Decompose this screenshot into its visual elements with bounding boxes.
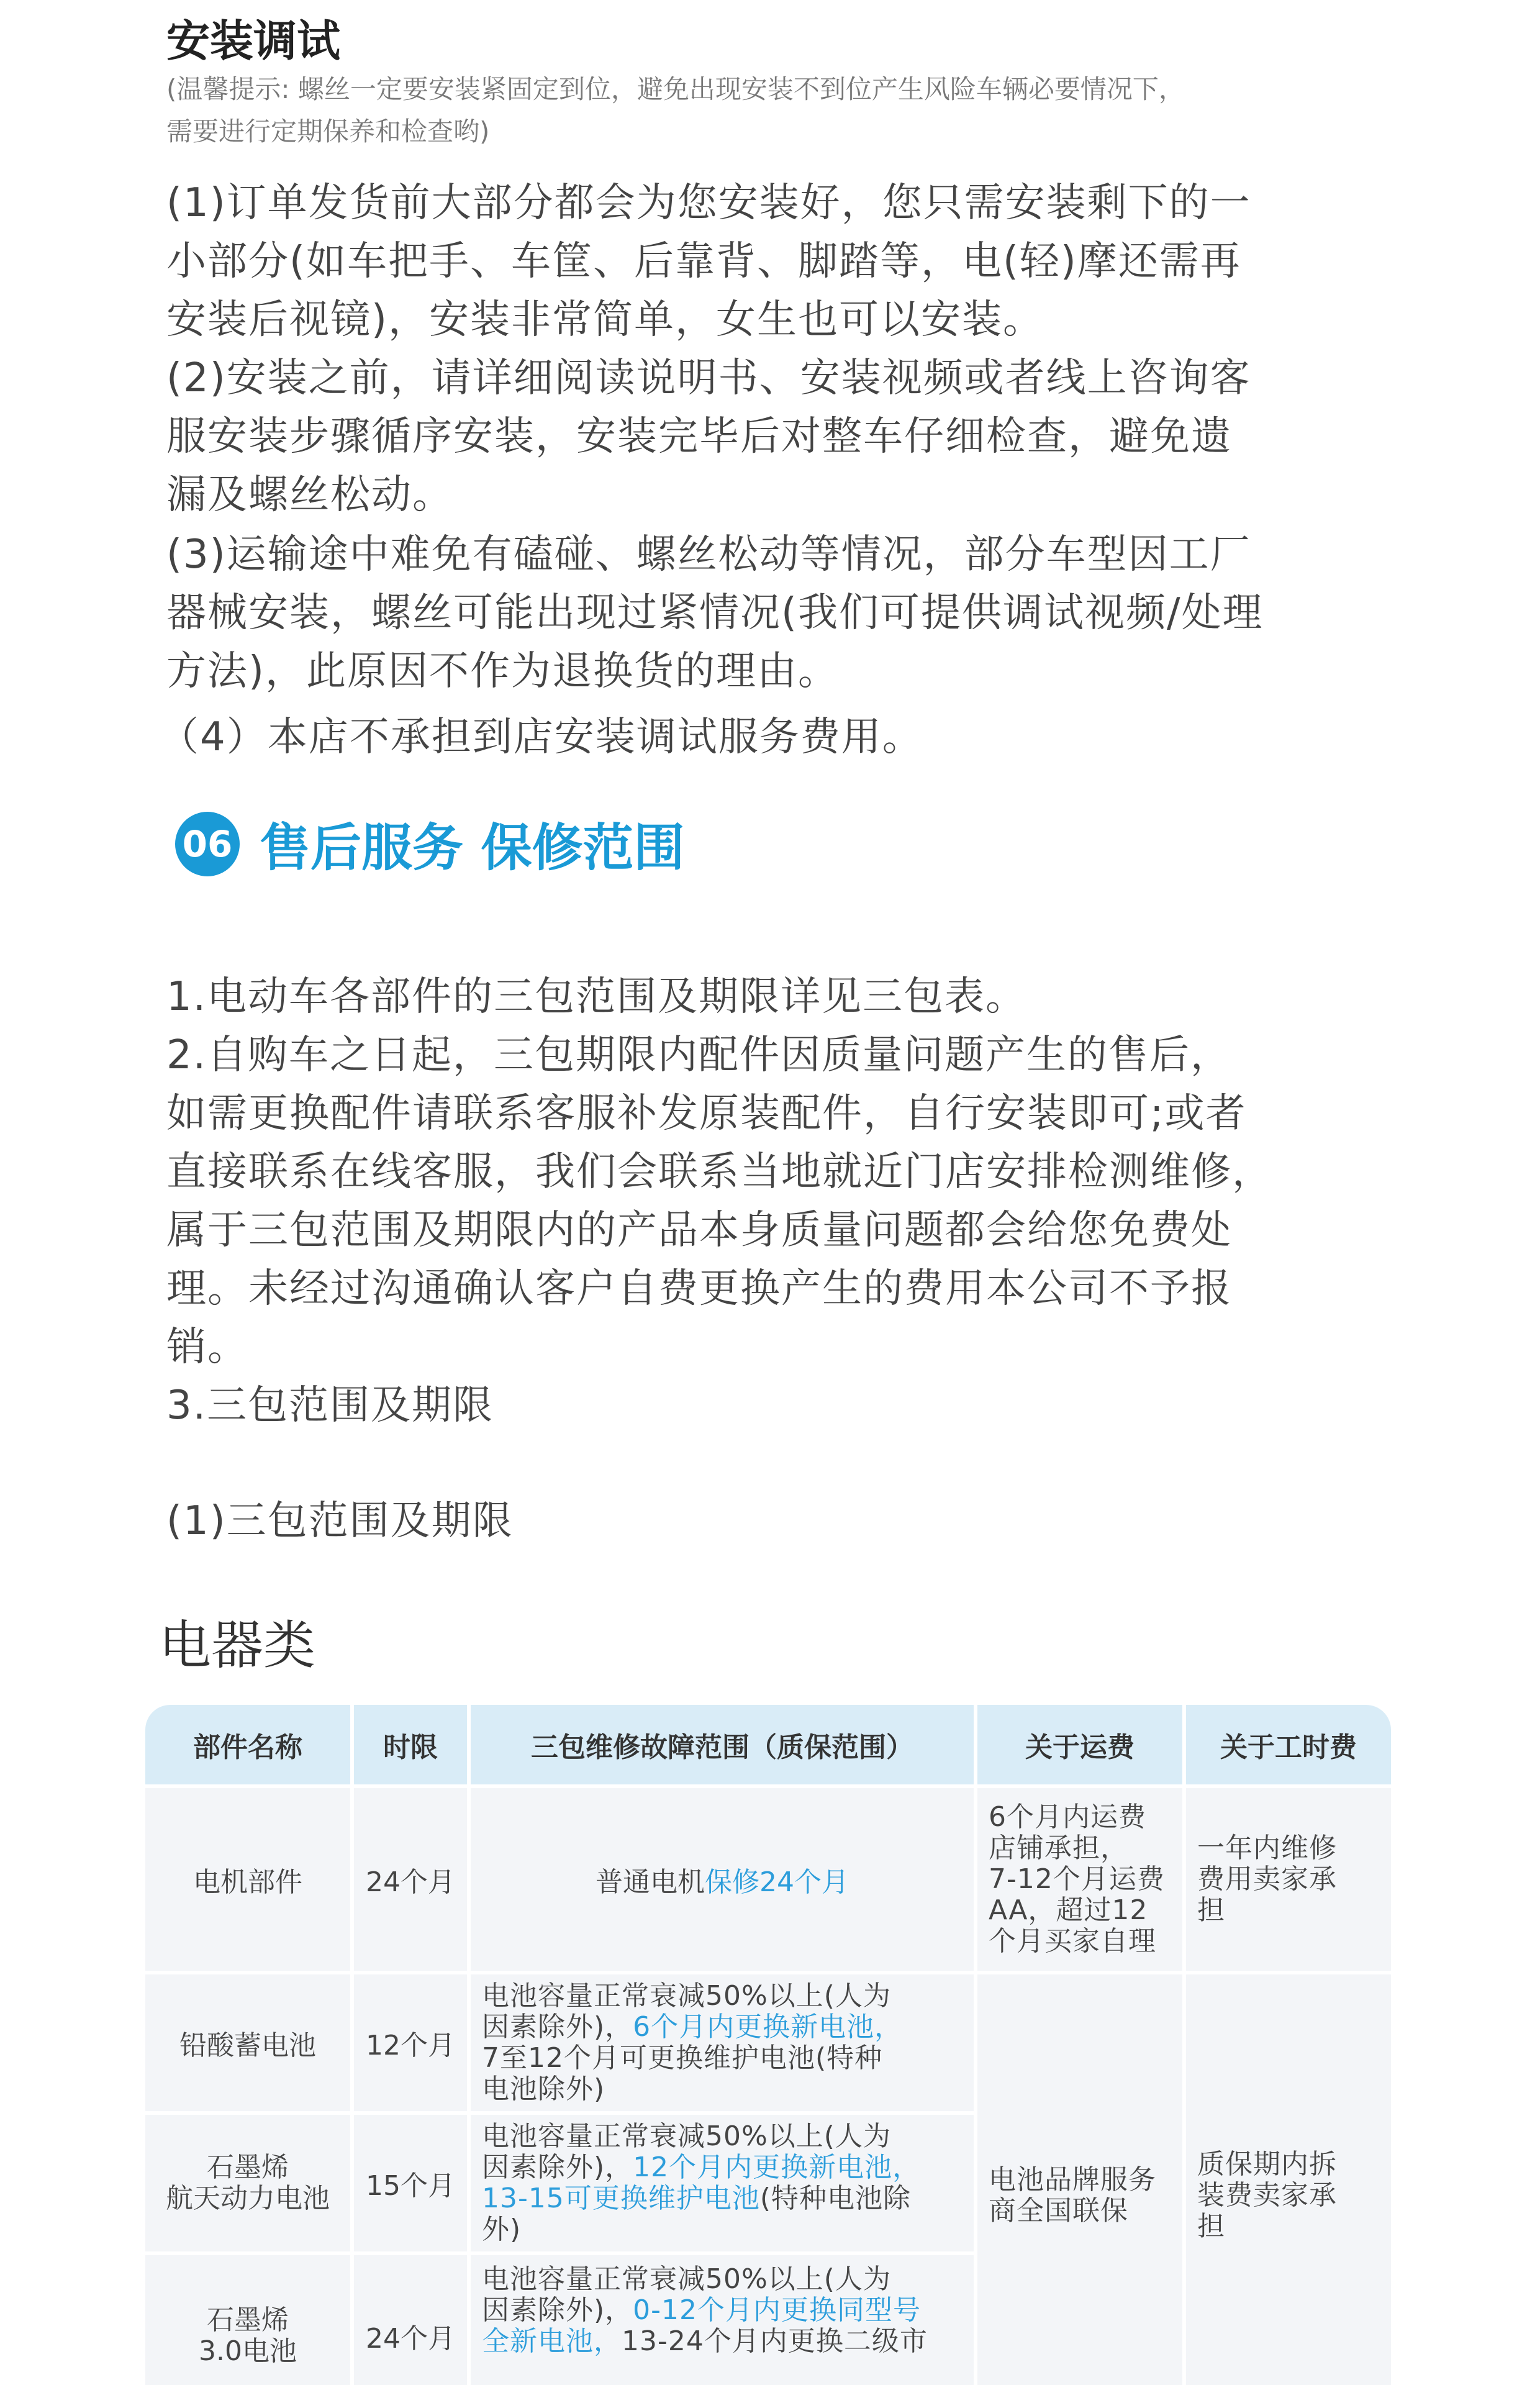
scope-highlight: 0-12个月内更换同型号: [633, 2294, 922, 2326]
battery-labor-cell: [1186, 1974, 1391, 2385]
text-line: 电池容量正常衰减50%以上(人为: [482, 1980, 891, 2012]
text-line: 安装后视镜)，安装非常简单，女生也可以安装。: [166, 297, 1044, 343]
row-motor-scope: [471, 1788, 974, 1971]
text-line: 电池容量正常衰减50%以上(人为: [482, 2120, 891, 2152]
text-span: 13-24个月内更换二级市: [622, 2325, 928, 2357]
scope-highlight: 12个月内更换新电池，: [633, 2151, 921, 2183]
install-tip: [166, 68, 1371, 153]
text-line: 电池除外): [482, 2073, 605, 2105]
warranty-text: [166, 968, 1377, 1435]
text-line: 直接联系在线客服，我们会联系当地就近门店安排检测维修，: [166, 1149, 1273, 1195]
row-motor-shipping: [977, 1788, 1182, 1971]
text-line: 7-12个月运费: [989, 1863, 1165, 1895]
row-graphene3-scope: [471, 2255, 974, 2385]
text-line: 方法)，此原因不作为退换货的理由。: [166, 648, 839, 694]
text-line: 电池品牌服务: [989, 2164, 1156, 2196]
text-line: 器械安装，螺丝可能出现过紧情况(我们可提供调试视频/处理: [166, 590, 1264, 636]
section-heading: [175, 807, 685, 880]
text-line: 销。: [166, 1324, 248, 1370]
section-number-badge: 06: [175, 812, 240, 876]
row-graphene-aero-scope: [471, 2115, 974, 2251]
row-leadacid-period: 12个月: [354, 1974, 467, 2111]
text-line: (2)安装之前，请详细阅读说明书、安装视频或者线上咨询客: [166, 355, 1251, 401]
text-line: 质保期内拆: [1197, 2148, 1337, 2180]
row-motor-name: 电机部件: [145, 1788, 350, 1971]
text-line: 店铺承担，: [989, 1832, 1128, 1864]
text-span: 因素除外)，: [482, 2294, 633, 2326]
row-graphene-aero-period: 15个月: [354, 2115, 467, 2251]
text-line: 6个月内运费: [989, 1801, 1146, 1833]
warranty-table: [145, 1705, 1391, 2385]
install-title: 安装调试: [166, 16, 340, 66]
text-line: 商全国联保: [989, 2195, 1128, 2227]
install-paragraph-4: （4）本店不承担到店安装调试服务费用。: [159, 714, 923, 760]
section-title: 售后服务 保修范围: [260, 819, 685, 878]
text-line: 理。未经过沟通确认客户自费更换产生的费用本公司不予报: [166, 1266, 1232, 1312]
install-paragraph-3: [166, 525, 1377, 701]
warranty-subheading: (1)三包范围及期限: [166, 1498, 514, 1544]
scope-highlight: 13-15可更换维护电池: [482, 2183, 760, 2214]
tip-line: 需要进行定期保养和检查哟): [166, 116, 490, 147]
battery-shipping-cell: [977, 1974, 1182, 2385]
text-line: 担: [1197, 1894, 1225, 1926]
tip-line: (温馨提示: 螺丝一定要安装紧固定到位，避免出现安装不到位产生风险车辆必要情况下，: [166, 74, 1185, 104]
text-span: 因素除外)，: [482, 2011, 633, 2043]
header-labor: 关于工时费: [1186, 1705, 1391, 1784]
text-line: 费用卖家承: [1197, 1863, 1337, 1895]
header-part-name: 部件名称: [145, 1705, 350, 1784]
text-line: 航天动力电池: [166, 2183, 330, 2214]
text-line: (3)运输途中难免有磕碰、螺丝松动等情况，部分车型因工厂: [166, 532, 1251, 578]
text-line: AA，超过12: [989, 1894, 1148, 1926]
text-line: 3.0电池: [199, 2335, 297, 2367]
row-motor-labor: [1186, 1788, 1391, 1971]
row-leadacid-name: 铅酸蓄电池: [145, 1974, 350, 2111]
row-graphene3-period: 24个月: [354, 2255, 467, 2385]
install-paragraph-1: [166, 174, 1377, 349]
text-line: 7至12个月可更换维护电池(特种: [482, 2042, 883, 2074]
table-header: [145, 1705, 1391, 1784]
header-shipping: 关于运费: [977, 1705, 1182, 1784]
header-period: 时限: [354, 1705, 467, 1784]
text-line: 3.三包范围及期限: [166, 1383, 494, 1429]
scope-text: 普通电机: [596, 1866, 705, 1898]
text-span: (特种电池除: [759, 2183, 912, 2214]
install-paragraph-2: [166, 349, 1377, 524]
row-graphene-aero-name: [145, 2115, 350, 2251]
text-line: 漏及螺丝松动。: [166, 472, 453, 518]
text-line: 如需更换配件请联系客服补发原装配件，自行安装即可;或者: [166, 1091, 1247, 1137]
text-line: 小部分(如车把手、车筐、后靠背、脚踏等，电(轻)摩还需再: [166, 238, 1241, 284]
text-line: 担: [1197, 2210, 1225, 2242]
text-line: 服安装步骤循序安装，安装完毕后对整车仔细检查，避免遗: [166, 414, 1232, 460]
text-line: 1.电动车各部件的三包范围及期限详见三包表。: [166, 974, 1027, 1020]
scope-highlight: 6个月内更换新电池，: [633, 2011, 903, 2043]
row-leadacid-scope: [471, 1974, 974, 2111]
text-line: 外): [482, 2214, 522, 2245]
text-line: 一年内维修: [1197, 1832, 1337, 1864]
row-motor-period: 24个月: [354, 1788, 467, 1971]
row-graphene3-name: [145, 2255, 350, 2385]
text-line: (1)订单发货前大部分都会为您安装好，您只需安装剩下的一: [166, 180, 1251, 226]
text-line: 2.自购车之日起，三包期限内配件因质量问题产生的售后，: [166, 1032, 1232, 1078]
text-span: 因素除外)，: [482, 2151, 633, 2183]
text-line: 石墨烯: [206, 2304, 289, 2336]
scope-highlight: 保修24个月: [705, 1866, 849, 1898]
scope-highlight: 全新电池，: [482, 2325, 622, 2357]
text-line: 个月买家自理: [989, 1925, 1156, 1957]
text-line: 石墨烯: [207, 2151, 289, 2183]
text-line: 电池容量正常衰减50%以上(人为: [482, 2263, 891, 2295]
category-heading: 电器类: [159, 1615, 316, 1676]
text-line: 属于三包范围及期限内的产品本身质量问题都会给您免费处: [166, 1207, 1232, 1253]
header-scope: 三包维修故障范围（质保范围）: [471, 1705, 974, 1784]
text-line: 装费卖家承: [1197, 2179, 1337, 2211]
